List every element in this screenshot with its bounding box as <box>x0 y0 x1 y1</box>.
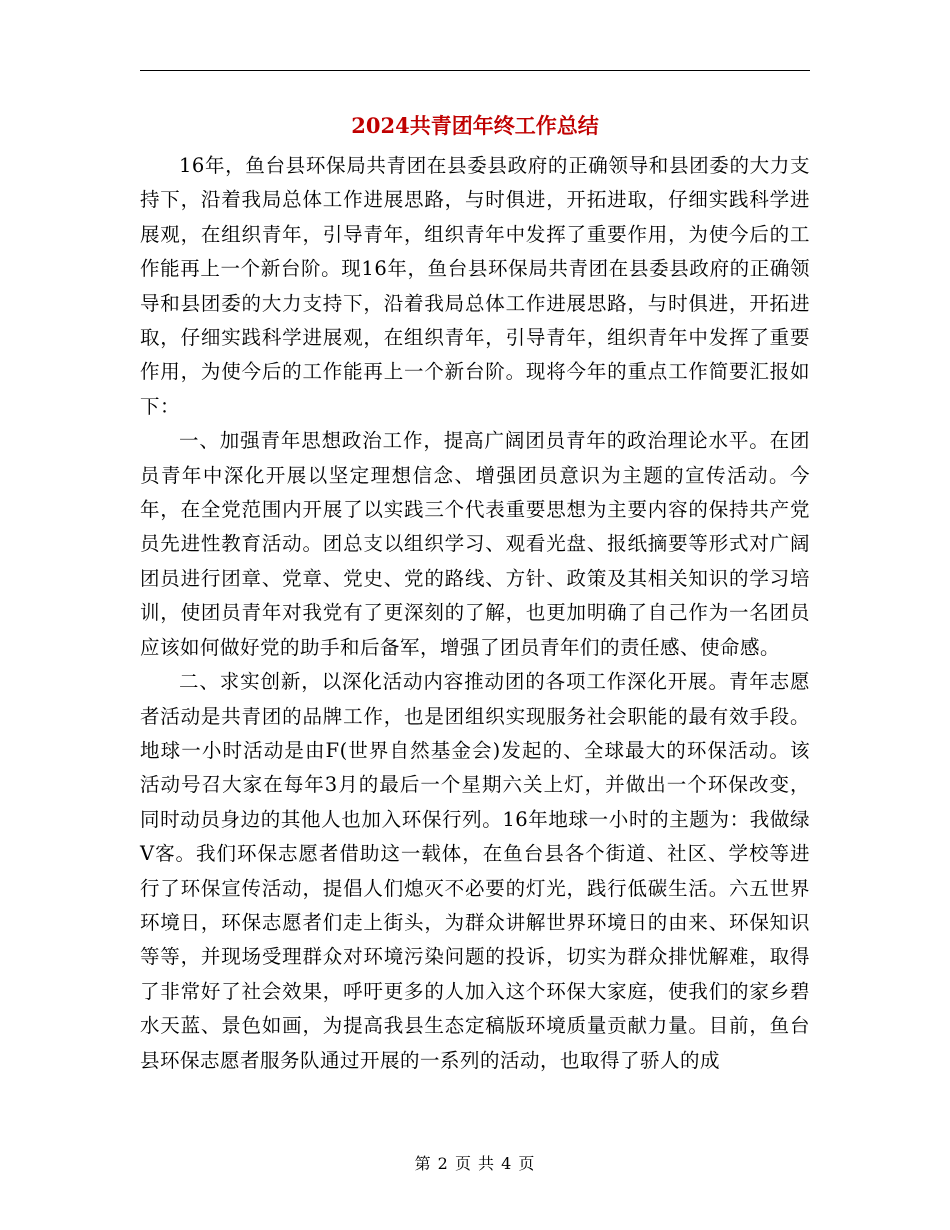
header-rule <box>140 70 810 71</box>
paragraph-section-two: 二、求实创新，以深化活动内容推动团的各项工作深化开展。青年志愿者活动是共青团的品牌工作，也是团组织实现服务社会职能的最有效手段。地球一小时活动是由F(世界自然基金会)发起的、全球最大的环保活动。该活动号召大家在每年3月的最后一个星期六关上灯，并做出一个环保改变，同时动员身边的其他人也加入环保行列。16年地球一小时的主题为：我做绿V客。我们环保志愿者借助这一载体，在鱼台县各个街道、社区、学校等进行了环保宣传活动，提倡人们熄灭不必要的灯光，践行低碳生活。六五世界环境日，环保志愿者们走上街头，为群众讲解世界环境日的由来、环保知识等等，并现场受理群众对环境污染问题的投诉，切实为群众排忧解难，取得了非常好了社会效果，呼吁更多的人加入这个环保大家庭，使我们的家乡碧水天蓝、景色如画，为提高我县生态定稿版环境质量贡献力量。目前，鱼台县环保志愿者服务队通过开展的一系列的活动，也取得了骄人的成 <box>140 670 810 1072</box>
document-body <box>140 149 810 1078</box>
page-number: 第 2 页 共 4 页 <box>414 1154 536 1173</box>
paragraph-section-one: 一、加强青年思想政治工作，提高广阔团员青年的政治理论水平。在团员青年中深化开展以坚定理想信念、增强团员意识为主题的宣传活动。今年，在全党范围内开展了以实践三个代表重要思想为主要内容的保持共产党员先进性教育活动。团总支以组织学习、观看光盘、报纸摘要等形式对广阔团员进行团章、党章、党史、党的路线、方针、政策及其相关知识的学习培训，使团员青年对我党有了更深刻的了解，也更加明确了自己作为一名团员应该如何做好党的助手和后备军，增强了团员青年们的责任感、使命感。 <box>140 429 810 659</box>
paragraph-intro: 16年，鱼台县环保局共青团在县委县政府的正确领导和县团委的大力支持下，沿着我局总体工作进展思路，与时俱进，开拓进取，仔细实践科学进展观，在组织青年，引导青年，组织青年中发挥了重要作用，为使今后的工作能再上一个新台阶。现16年，鱼台县环保局共青团在县委县政府的正确领导和县团委的大力支持下，沿着我局总体工作进展思路，与时俱进，开拓进取，仔细实践科学进展观，在组织青年，引导青年，组织青年中发挥了重要作用，为使今后的工作能再上一个新台阶。现将今年的重点工作简要汇报如下： <box>140 154 810 418</box>
document-title: 2024共青团年终工作总结 <box>351 113 599 138</box>
